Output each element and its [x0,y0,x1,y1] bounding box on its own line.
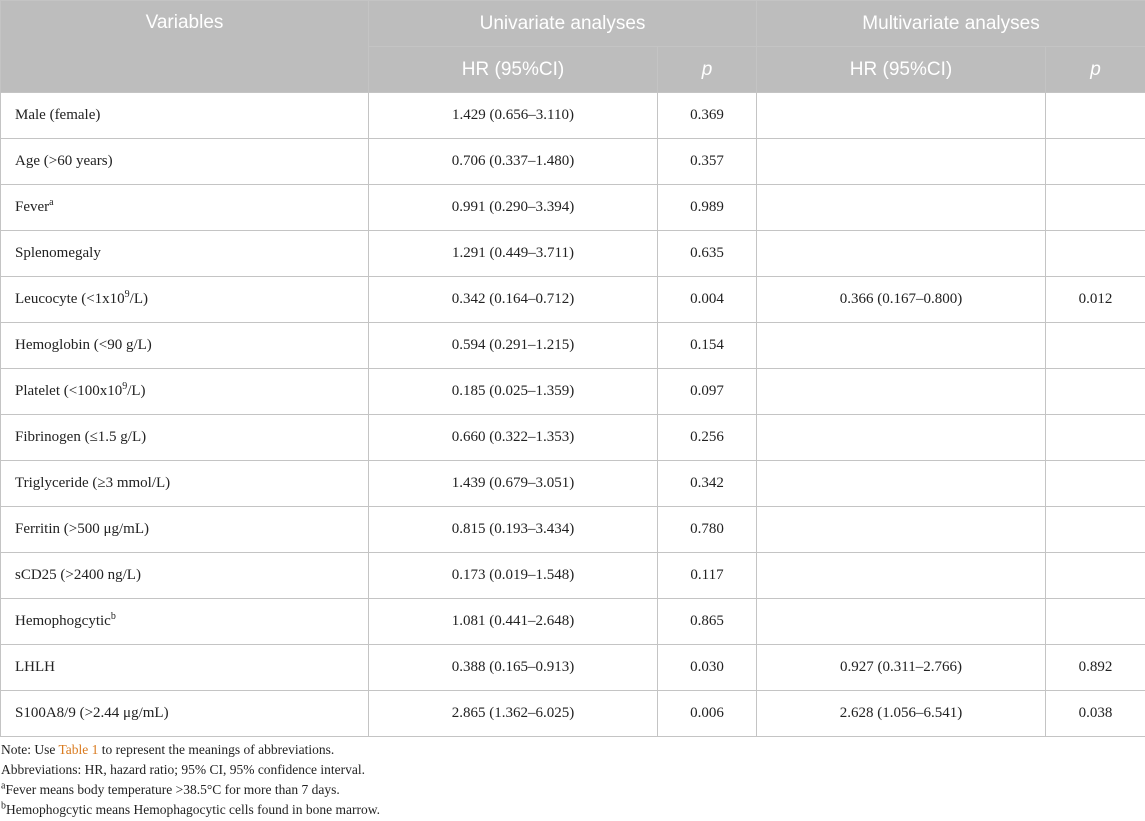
cell-multi-hr [757,185,1046,231]
table-row [1,461,1145,507]
variable-superscript: 9 [124,289,130,300]
variable-label: Hemophogcytic [15,613,111,629]
cell-multi-p [1046,507,1145,553]
variable-label: Platelet (<100x10 [15,383,123,399]
cell-multi-p [1046,323,1145,369]
cell-uni-hr: 1.291 (0.449–3.711) [369,231,658,277]
variable-label: Age (>60 years) [15,153,113,169]
header-variables: Variables [1,1,369,93]
table-row [1,277,1145,323]
cell-multi-p [1046,369,1145,415]
cell-uni-p: 0.780 [658,507,757,553]
cell-multi-hr: 0.927 (0.311–2.766) [757,645,1046,691]
cell-uni-p: 0.256 [658,415,757,461]
cell-multi-p: 0.892 [1046,645,1145,691]
variable-label: Fever [15,199,50,215]
footnote-a-mark: a [1,780,6,792]
cell-multi-p: 0.038 [1046,691,1145,737]
abbreviations-line: Abbreviations: HR, hazard ratio; 95% CI, 95% confidence interval. [1,762,366,777]
cell-uni-p: 0.097 [658,369,757,415]
note-suffix: to represent the meanings of abbreviations. [98,742,335,757]
variable-label: S100A8/9 (>2.44 μg/mL) [15,705,169,721]
cell-uni-hr: 0.706 (0.337–1.480) [369,139,658,185]
header-row-top [1,1,1145,47]
cell-uni-hr: 1.081 (0.441–2.648) [369,599,658,645]
cell-variable [1,507,369,553]
cell-uni-hr: 0.660 (0.322–1.353) [369,415,658,461]
header-multi-hr: HR (95%CI) [757,47,1046,93]
cell-multi-p: 0.012 [1046,277,1145,323]
table-row [1,553,1145,599]
cell-uni-hr: 1.429 (0.656–3.110) [369,93,658,139]
header-multi-p: p [1046,47,1145,93]
table-notes [1,740,1141,820]
cell-uni-hr: 0.173 (0.019–1.548) [369,553,658,599]
cell-multi-p [1046,185,1145,231]
cell-multi-hr: 0.366 (0.167–0.800) [757,277,1046,323]
variable-superscript: a [49,197,54,208]
variable-label: Ferritin (>500 μg/mL) [15,521,149,537]
cell-uni-hr: 1.439 (0.679–3.051) [369,461,658,507]
cell-multi-hr [757,139,1046,185]
cell-uni-p: 0.154 [658,323,757,369]
variable-label: sCD25 (>2400 ng/L) [15,567,141,583]
footnote-a [1,780,1141,800]
cell-uni-p: 0.989 [658,185,757,231]
table-1-link[interactable]: Table 1 [58,742,99,757]
variable-label: Leucocyte (<1x10 [15,291,125,307]
table-row [1,691,1145,737]
footnote-b [1,800,1141,820]
cell-uni-hr: 0.388 (0.165–0.913) [369,645,658,691]
cell-multi-hr [757,415,1046,461]
cell-uni-p: 0.117 [658,553,757,599]
cell-uni-hr: 0.185 (0.025–1.359) [369,369,658,415]
variable-superscript: 9 [122,381,128,392]
table-header [1,1,1145,93]
cell-uni-p: 0.006 [658,691,757,737]
cell-variable [1,185,369,231]
header-multivariate: Multivariate analyses [757,1,1145,47]
note-prefix: Note: Use [1,742,59,757]
cell-uni-p: 0.635 [658,231,757,277]
cell-multi-p [1046,231,1145,277]
table-row [1,93,1145,139]
cell-multi-hr [757,323,1046,369]
cell-variable [1,599,369,645]
cell-multi-hr: 2.628 (1.056–6.541) [757,691,1046,737]
cell-uni-p: 0.369 [658,93,757,139]
cell-multi-p [1046,415,1145,461]
variable-label: Male (female) [15,107,101,123]
cell-multi-hr [757,231,1046,277]
table-body [1,93,1145,737]
cell-variable [1,277,369,323]
cell-variable [1,231,369,277]
cell-uni-hr: 0.594 (0.291–1.215) [369,323,658,369]
table-row [1,231,1145,277]
cell-multi-p [1046,461,1145,507]
cell-multi-hr [757,507,1046,553]
cell-variable [1,645,369,691]
variable-label-suffix: /L) [127,383,146,399]
note-line [1,740,1141,760]
footnote-b-text: Hemophogcytic means Hemophagocytic cells found in bone marrow. [6,802,381,817]
variable-label: LHLH [15,659,55,675]
cell-uni-p: 0.357 [658,139,757,185]
cell-multi-p [1046,599,1145,645]
cell-multi-hr [757,553,1046,599]
table-row [1,369,1145,415]
cell-variable [1,553,369,599]
table-row [1,139,1145,185]
cell-multi-hr [757,461,1046,507]
cell-uni-p: 0.865 [658,599,757,645]
table-row [1,599,1145,645]
table-row [1,185,1145,231]
cell-uni-hr: 0.991 (0.290–3.394) [369,185,658,231]
variable-superscript: b [110,611,116,622]
variable-label: Hemoglobin (<90 g/L) [15,337,152,353]
header-uni-hr: HR (95%CI) [369,47,658,93]
cell-uni-hr: 0.342 (0.164–0.712) [369,277,658,323]
cell-variable [1,369,369,415]
cell-multi-p [1046,139,1145,185]
cell-uni-hr: 2.865 (1.362–6.025) [369,691,658,737]
cell-variable [1,323,369,369]
header-univariate: Univariate analyses [369,1,757,47]
cell-uni-p: 0.030 [658,645,757,691]
footnote-b-mark: b [1,800,6,812]
cell-uni-p: 0.004 [658,277,757,323]
cell-variable [1,691,369,737]
cell-multi-p [1046,553,1145,599]
variable-label-suffix: /L) [129,291,148,307]
cell-variable [1,461,369,507]
cell-variable [1,415,369,461]
table-row [1,415,1145,461]
cell-variable [1,139,369,185]
variable-label: Splenomegaly [15,245,101,261]
table-row [1,507,1145,553]
table-row [1,323,1145,369]
cell-uni-hr: 0.815 (0.193–3.434) [369,507,658,553]
cell-uni-p: 0.342 [658,461,757,507]
variable-label: Triglyceride (≥3 mmol/L) [15,475,171,491]
cell-multi-hr [757,599,1046,645]
header-uni-p: p [658,47,757,93]
cell-multi-p [1046,93,1145,139]
cell-multi-hr [757,369,1046,415]
cell-variable [1,93,369,139]
variable-label: Fibrinogen (≤1.5 g/L) [15,429,147,445]
footnote-a-text: Fever means body temperature >38.5°C for more than 7 days. [5,782,340,797]
cell-multi-hr [757,93,1046,139]
table-row [1,645,1145,691]
